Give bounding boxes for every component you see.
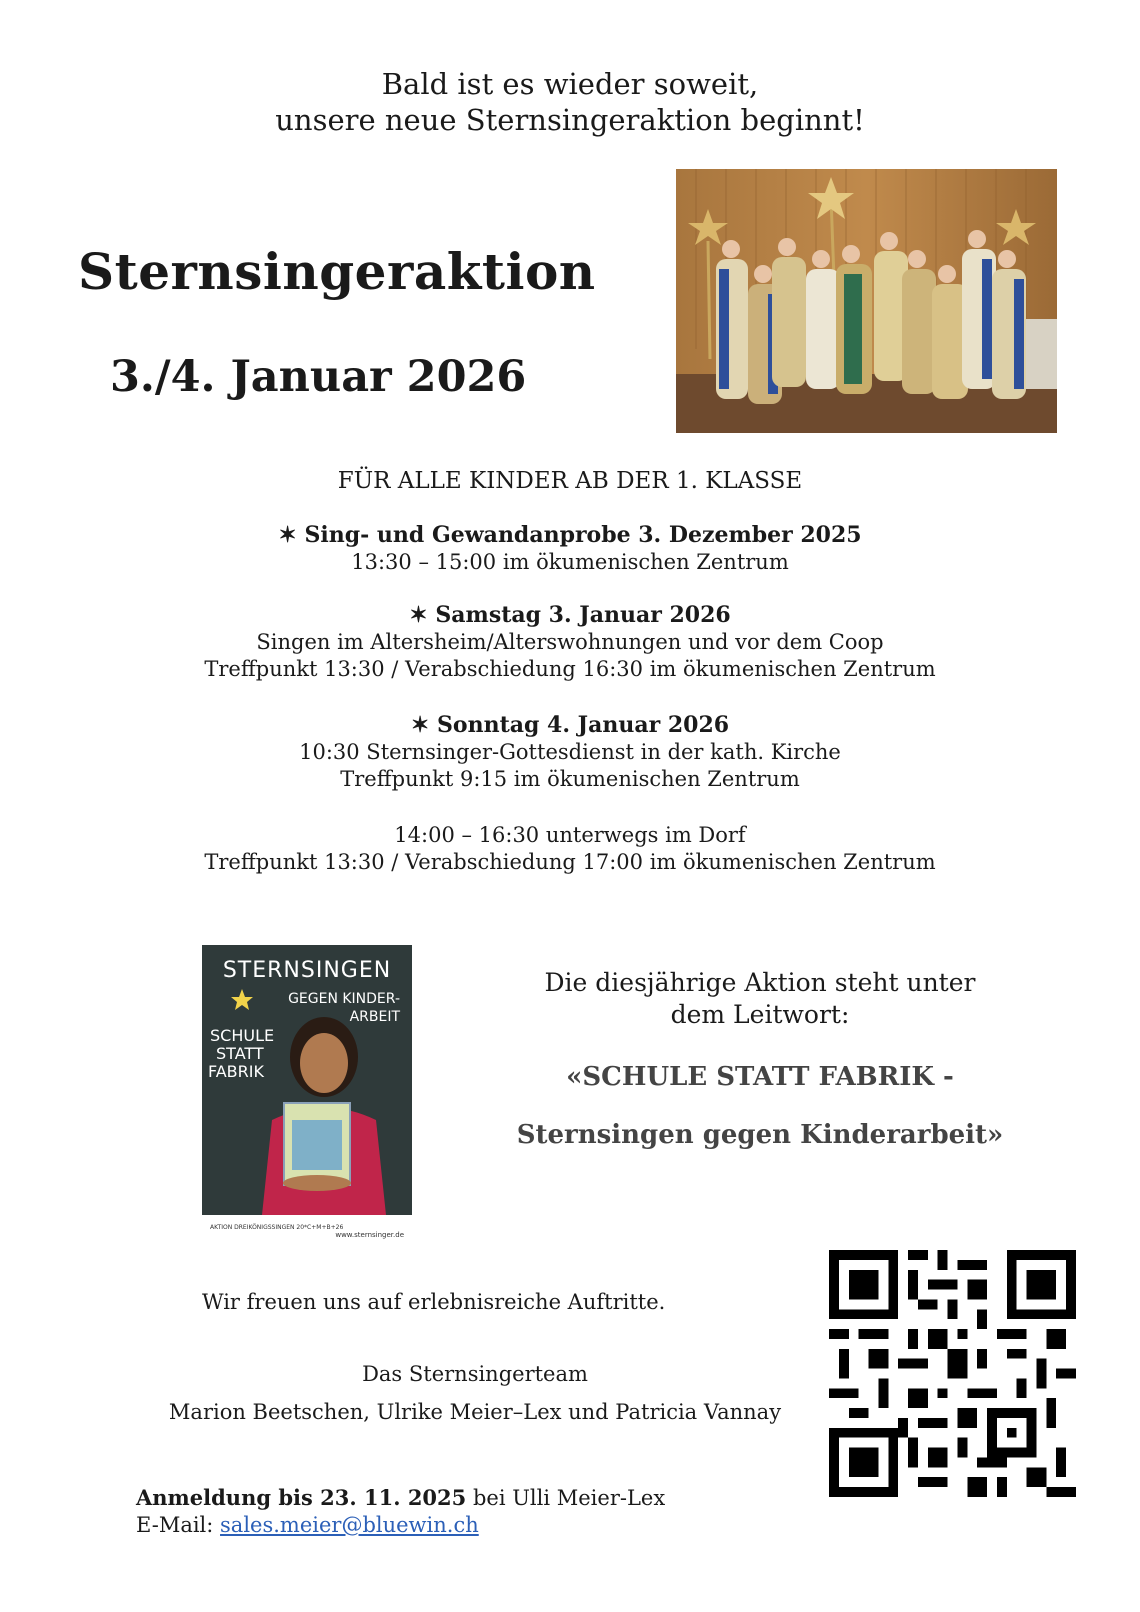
event-line: 13:30 – 15:00 im ökumenischen Zentrum [351, 550, 789, 574]
event-line: Treffpunkt 13:30 / Verabschiedung 16:30 im ökumenischen Zentrum [204, 657, 936, 681]
event-sunday-afternoon [0, 822, 1140, 876]
registration-deadline: Anmeldung bis 23. 11. 2025 [136, 1485, 467, 1510]
star-icon: ✶ [410, 712, 430, 738]
intro-text [0, 66, 1140, 138]
registration-contact: bei Ulli Meier-Lex [466, 1486, 666, 1510]
event-heading: Sonntag 4. Januar 2026 [437, 712, 730, 738]
page-title: Sternsingeraktion [78, 242, 596, 301]
team-label: Das Sternsingerteam [362, 1362, 588, 1386]
poster-motto-2: STATT [216, 1044, 264, 1063]
poster-motto-3: FABRIK [208, 1062, 264, 1081]
motto-line-2: dem Leitwort: [670, 1000, 850, 1029]
qr-code [829, 1250, 1076, 1497]
registration-block [136, 1484, 665, 1539]
poster-footer-left: AKTION DREIKÖNIGSSINGEN 20*C+M+B+26 [210, 1224, 344, 1231]
event-line: Treffpunkt 13:30 / Verabschiedung 17:00 im ökumenischen Zentrum [204, 850, 936, 874]
event-line: Treffpunkt 9:15 im ökumenischen Zentrum [340, 767, 800, 791]
event-heading: Sing- und Gewandanprobe 3. Dezember 2025 [304, 522, 862, 548]
motto-bold-2: Sternsingen gegen Kinderarbeit» [516, 1120, 1004, 1150]
poster-footer-right: www.sternsinger.de [335, 1231, 404, 1239]
motto-bold-1: «SCHULE STATT FABRIK - [566, 1062, 954, 1092]
event-heading: Samstag 3. Januar 2026 [435, 602, 731, 628]
event-saturday [0, 602, 1140, 683]
email-link[interactable]: sales.meier@bluewin.ch [220, 1513, 479, 1537]
group-photo [676, 169, 1057, 433]
email-label: E-Mail: [136, 1513, 221, 1537]
poster-subtitle-2: ARBEIT [349, 1009, 400, 1025]
audience-label: FÜR ALLE KINDER AB DER 1. KLASSE [337, 468, 803, 494]
star-icon: ✶ [409, 602, 428, 628]
event-line: Singen im Altersheim/Alterswohnungen und vor dem Coop [256, 630, 884, 654]
event-date: 3./4. Januar 2026 [110, 352, 527, 402]
intro-line-2: unsere neue Sternsingeraktion beginnt! [275, 103, 865, 137]
poster-title: STERNSINGEN [222, 958, 392, 983]
intro-line-1: Bald ist es wieder soweit, [381, 67, 759, 101]
motto-line-1: Die diesjährige Aktion steht unter [544, 968, 976, 997]
motto-block [500, 967, 1020, 1151]
event-line: 14:00 – 16:30 unterwegs im Dorf [394, 823, 746, 847]
event-sunday [0, 712, 1140, 793]
team-names: Marion Beetschen, Ulrike Meier–Lex und Patricia Vannay [168, 1400, 782, 1424]
closing-text: Wir freuen uns auf erlebnisreiche Auftritte. [202, 1290, 666, 1314]
poster-subtitle-1: GEGEN KINDER- [288, 991, 400, 1007]
campaign-poster [202, 945, 412, 1245]
poster-motto-1: SCHULE [210, 1026, 275, 1045]
event-rehearsal [0, 522, 1140, 576]
event-line: 10:30 Sternsinger-Gottesdienst in der kath. Kirche [299, 740, 841, 764]
star-icon: ✶ [278, 522, 297, 548]
